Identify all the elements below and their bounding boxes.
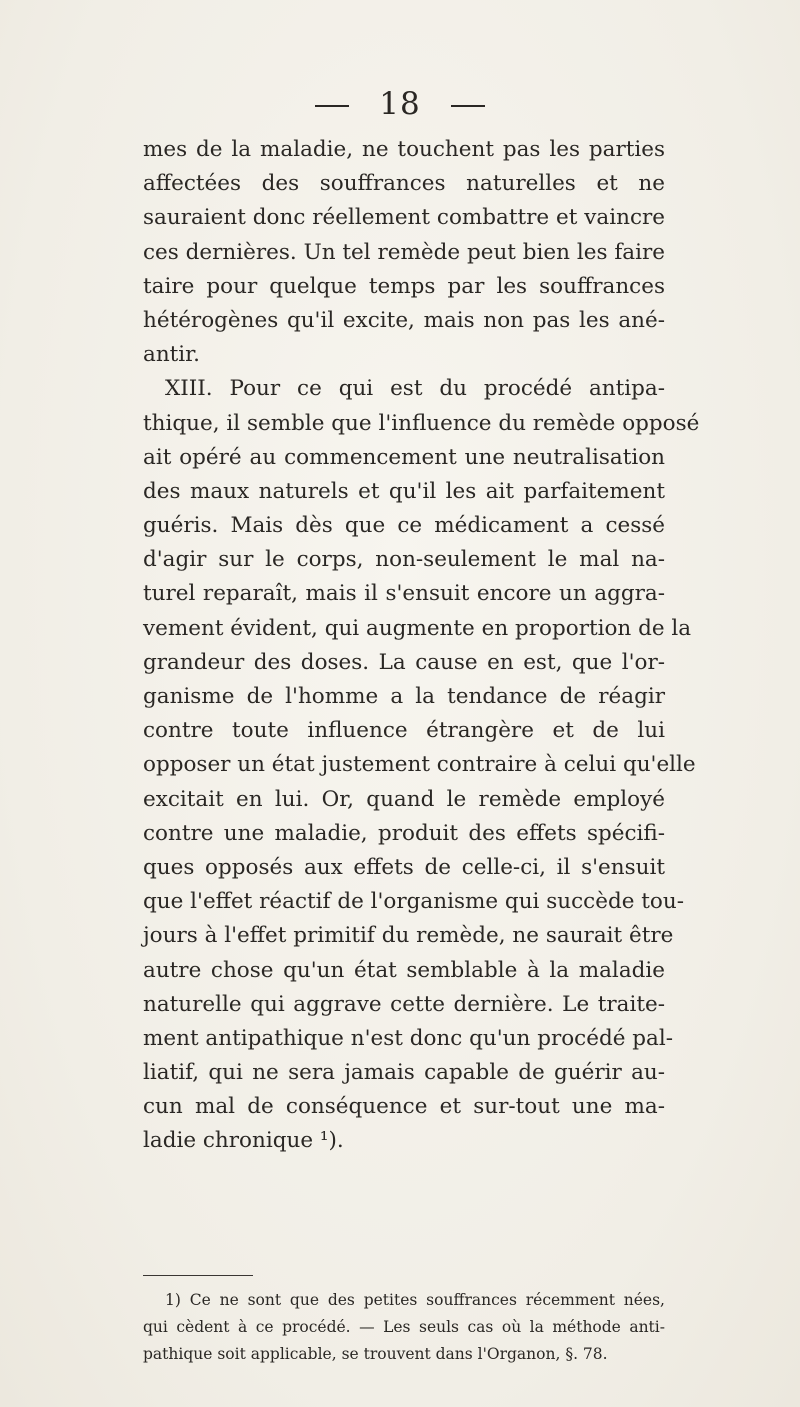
text-line: turel reparaît, mais il s'ensuit encore un aggra-: [143, 581, 665, 607]
footnote-line: pathique soit applicable, se trouvent dans l'Organon, §. 78.: [143, 1345, 608, 1363]
text-line: ladie chronique ¹).: [143, 1128, 344, 1154]
footnote-line: 1) Ce ne sont que des petites souffrances récemment nées,: [165, 1291, 665, 1309]
text-line: antir.: [143, 342, 200, 368]
text-line: ces dernières. Un tel remède peut bien les faire: [143, 239, 665, 265]
text-line: contre toute influence étrangère et de lui: [143, 718, 665, 744]
body-text: [143, 133, 700, 1159]
text-line: cun mal de conséquence et sur-tout une ma-: [143, 1094, 665, 1120]
text-line: ment antipathique n'est donc qu'un procédé pal-: [143, 1025, 673, 1051]
text-line: ganisme de l'homme a la tendance de réagir: [143, 684, 665, 709]
footnote-divider: [143, 1275, 253, 1276]
text-line: ques opposés aux effets de celle-ci, il s'ensuit: [143, 854, 665, 880]
text-line: excitait en lui. Or, quand le remède employé: [143, 786, 665, 812]
text-line: sauraient donc réellement combattre et vaincre: [143, 205, 665, 231]
header-dash-right: [451, 105, 485, 107]
text-line: naturelle qui aggrave cette dernière. Le traite-: [143, 991, 665, 1017]
text-line: hétérogènes qu'il excite, mais non pas les ané-: [143, 307, 665, 333]
text-line: vement évident, qui augmente en proportion de la: [143, 615, 692, 641]
text-line: grandeur des doses. La cause en est, que l'or-: [143, 649, 665, 675]
page-header: [0, 86, 800, 122]
header-dash-left: [315, 105, 349, 107]
text-line: ait opéré au commencement une neutralisation: [143, 444, 665, 470]
text-line: jours à l'effet primitif du remède, ne saurait être: [143, 923, 674, 949]
text-line: contre une maladie, produit des effets spécifi-: [143, 820, 665, 846]
text-line: affectées des souffrances naturelles et ne: [143, 171, 665, 197]
text-line: que l'effet réactif de l'organisme qui succède tou-: [143, 889, 684, 915]
text-line: des maux naturels et qu'il les ait parfaitement: [143, 478, 665, 504]
text-line: taire pour quelque temps par les souffrances: [143, 273, 665, 299]
text-line: thique, il semble que l'influence du remède opposé: [143, 410, 700, 436]
text-line: autre chose qu'un état semblable à la maladie: [143, 957, 665, 983]
text-line: guéris. Mais dès que ce médicament a cessé: [143, 513, 665, 539]
text-line: opposer un état justement contraire à celui qu'elle: [143, 752, 696, 778]
section-start-line: XIII. Pour ce qui est du procédé antipa-: [165, 376, 665, 402]
footnote-line: qui cèdent à ce procédé. — Les seuls cas où la méthode anti-: [143, 1318, 665, 1336]
page-number: 18: [379, 86, 421, 122]
text-line: mes de la maladie, ne touchent pas les parties: [143, 137, 665, 162]
text-line: liatif, qui ne sera jamais capable de guérir au-: [143, 1060, 665, 1086]
text-line: d'agir sur le corps, non-seulement le mal na-: [143, 547, 665, 573]
footnote: [143, 1287, 665, 1368]
